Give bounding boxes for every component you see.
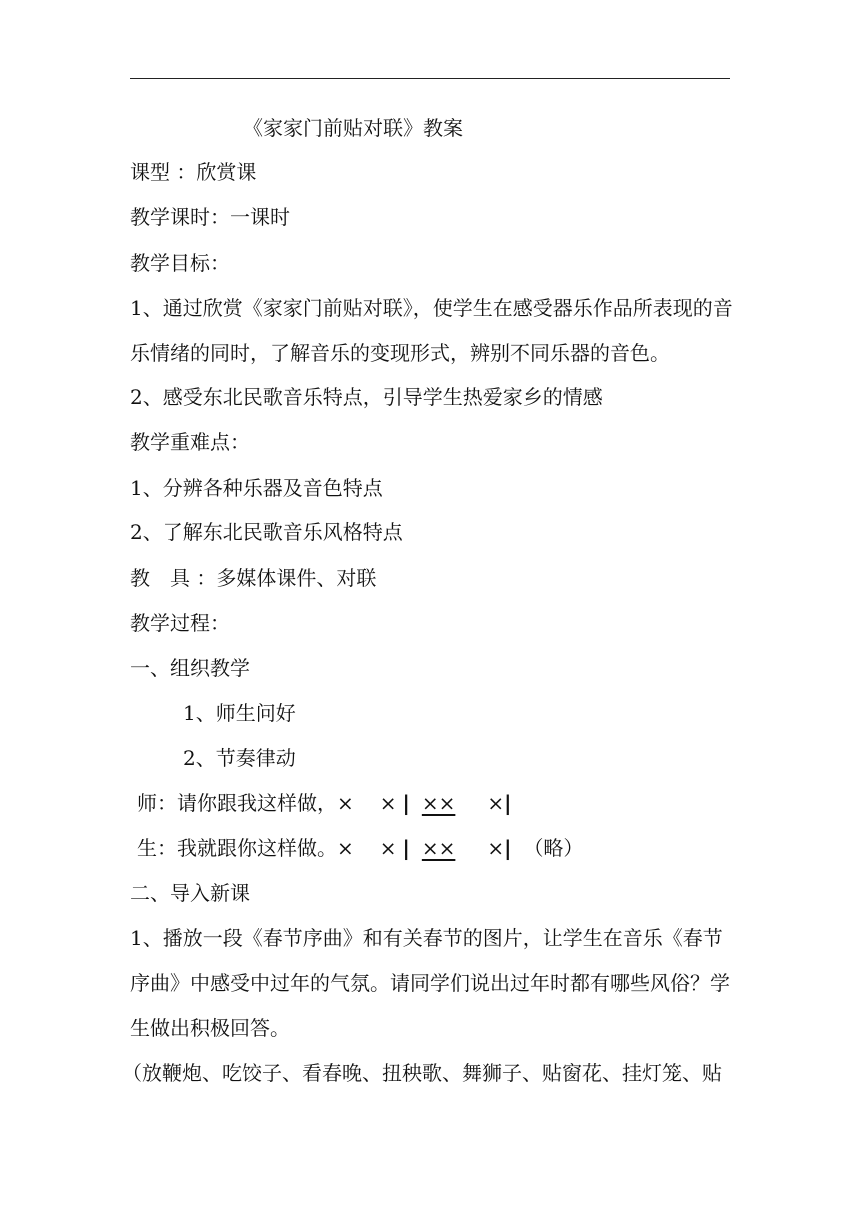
objective-1-line-1: 1、通过欣赏《家家门前贴对联》，使学生在感受器乐作品所表现的音 — [130, 296, 733, 320]
class-hours: 教学课时：一课时 — [130, 205, 290, 229]
beat: × — [487, 836, 505, 860]
process-heading: 教学过程： — [130, 611, 230, 635]
objective-1-line-2: 乐情绪的同时，了解音乐的变现形式，辨别不同乐器的音色。 — [130, 341, 670, 365]
bar-line: | — [402, 836, 410, 860]
section-2-heading: 二、导入新课 — [130, 881, 250, 905]
course-type: 课型 ：欣赏课 — [130, 160, 257, 184]
teacher-prompt: 师：请你跟我这样做， — [137, 791, 337, 815]
key-point-1: 1、分辨各种乐器及音色特点 — [130, 476, 383, 500]
beat: × — [379, 791, 397, 815]
objective-2: 2、感受东北民歌音乐特点，引导学生热爱家乡的情感 — [130, 385, 603, 409]
teacher-rhythm-line — [137, 789, 747, 817]
student-reply: 生：我就跟你这样做。 — [137, 836, 337, 860]
beat: × — [337, 836, 354, 860]
objectives-heading: 教学目标： — [130, 251, 230, 275]
intro-1-line-3: 生做出积极回答。 — [130, 1016, 290, 1040]
key-point-2: 2、了解东北民歌音乐风格特点 — [130, 520, 403, 544]
bar-line: | — [504, 836, 512, 860]
document-title: 《家家门前贴对联》教案 — [243, 116, 463, 140]
bar-line: | — [504, 791, 512, 815]
header-rule — [130, 78, 730, 79]
intro-1-line-1: 1、播放一段《春节序曲》和有关春节的图片，让学生在音乐《春节 — [130, 926, 723, 950]
beat-pair: ×× — [421, 836, 456, 860]
beat: × — [487, 791, 505, 815]
beat-pair: ×× — [421, 791, 456, 815]
step-2: 2、节奏律动 — [183, 746, 296, 770]
step-1: 1、师生问好 — [183, 701, 296, 725]
beat: × — [337, 791, 354, 815]
beat: × — [379, 836, 397, 860]
teaching-tools: 教 具 ：多媒体课件、对联 — [130, 566, 377, 590]
student-rhythm-line — [137, 834, 747, 862]
omitted-note: （略） — [523, 836, 584, 860]
intro-1-line-2: 序曲》中感受中过年的气氛。请同学们说出过年时都有哪些风俗？学 — [130, 971, 730, 995]
bar-line: | — [402, 791, 410, 815]
customs-line: （放鞭炮、吃饺子、看春晚、扭秧歌、舞狮子、贴窗花、挂灯笼、贴 — [122, 1061, 722, 1085]
section-1-heading: 一、组织教学 — [130, 656, 250, 680]
key-points-heading: 教学重难点： — [130, 430, 250, 454]
